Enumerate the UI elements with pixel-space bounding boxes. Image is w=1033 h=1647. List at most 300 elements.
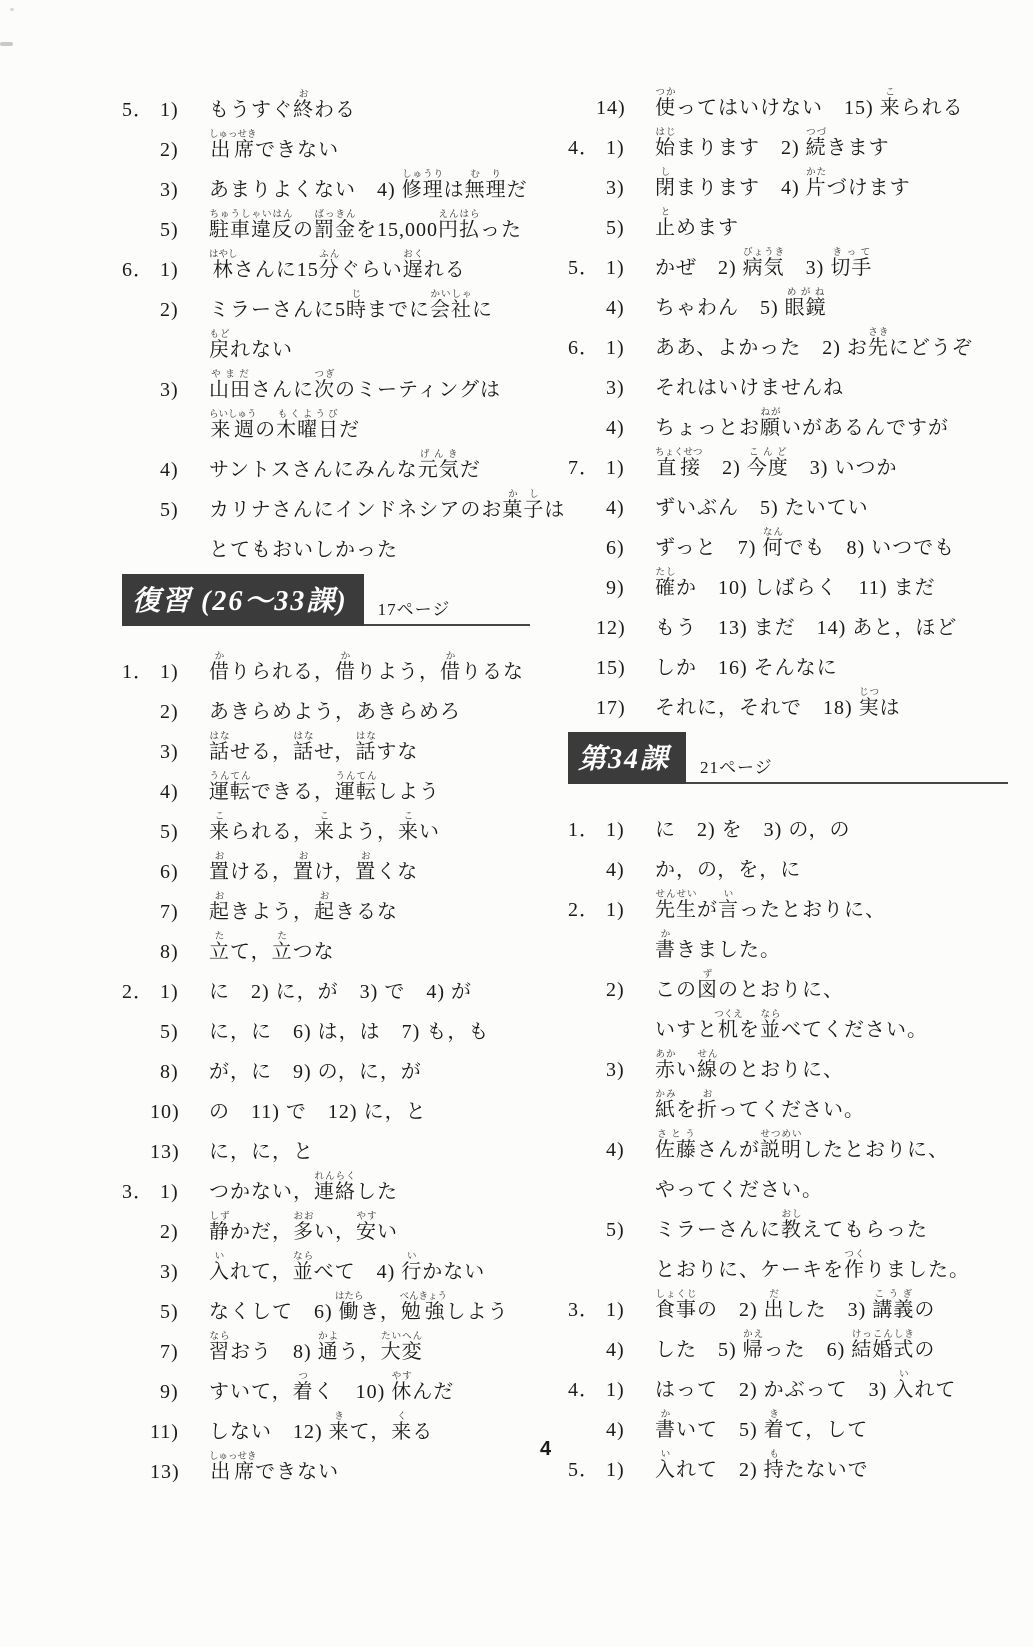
answer-text: サントスさんにみんな元気げんきだ — [209, 450, 481, 481]
question-group-number: 3． — [568, 1299, 600, 1321]
section-title: 復習 (26〜33課) — [122, 574, 364, 626]
section-header-lesson-34 — [568, 732, 1008, 784]
item-number: 1) — [606, 1459, 625, 1481]
answer-line — [568, 962, 1008, 1002]
section-header-rule — [686, 753, 1008, 784]
answer-text: いすと机つくえを並ならべてください。 — [655, 1010, 928, 1041]
answer-line — [568, 240, 1008, 280]
furigana-word: 立た — [271, 932, 293, 963]
furigana-word: 起お — [209, 892, 230, 923]
answer-text: この図ずのとおりに、 — [655, 970, 844, 1001]
item-number: 4) — [606, 497, 625, 519]
answer-text: ちょっとお願ねがいがあるんですが — [655, 408, 949, 439]
furigana-word: 書か — [655, 1410, 676, 1441]
answer-text: つかない，連絡れんらくした — [209, 1172, 398, 1203]
item-number: 3) — [606, 177, 625, 199]
answer-group-1 — [122, 644, 530, 964]
item-number: 4) — [160, 781, 179, 803]
furigana-word: 来こ — [398, 812, 419, 843]
answer-text: 山田やまださんに次つぎのミーティングは — [209, 370, 501, 401]
item-number: 5) — [160, 219, 179, 241]
item-number: 2) — [160, 139, 179, 161]
scan-artifact-dash — [0, 42, 13, 46]
answer-line — [122, 482, 566, 522]
answer-line — [568, 802, 1008, 842]
furigana-word: 働はたら — [334, 1292, 364, 1323]
furigana-word: 山田やまだ — [209, 370, 251, 401]
item-number: 1) — [160, 1181, 179, 1203]
answer-text: かぜ 2) 病気びょうき 3) 切手きって — [655, 248, 873, 279]
answer-text: しない 12) 来きて，来くる — [209, 1412, 434, 1443]
answer-line — [568, 320, 1008, 360]
furigana-word: 入い — [209, 1252, 230, 1283]
answer-line — [122, 1444, 530, 1484]
furigana-word: 食事しょくじ — [655, 1290, 697, 1321]
furigana-word: 入い — [893, 1370, 915, 1401]
answer-line — [568, 1442, 1008, 1482]
item-number: 6) — [606, 537, 625, 559]
item-number: 4) — [606, 1339, 625, 1361]
item-number: 1) — [606, 257, 625, 279]
answer-line — [568, 120, 1008, 160]
item-number: 12) — [596, 617, 626, 639]
answer-group-3-continued — [568, 80, 1008, 120]
answer-line — [122, 684, 530, 724]
answer-text: 駐車違反ちゅうしゃいはんの罰金ばっきんを15,000円払えんはらった — [209, 210, 522, 241]
item-number: 13) — [150, 1141, 180, 1163]
furigana-word: 説明せつめい — [760, 1130, 802, 1161]
answer-text: とてもおいしかった — [209, 539, 398, 561]
answer-group-5-l34 — [568, 1442, 1008, 1482]
item-number: 1) — [606, 819, 625, 841]
furigana-word: 駐車違反ちゅうしゃいはん — [209, 210, 293, 241]
furigana-word: 折お — [697, 1090, 718, 1121]
answer-text: 習ならおう 8) 通かよう，大変たいへん — [209, 1332, 423, 1363]
answer-text: した 5) 帰かえった 6) 結婚式けっこんしきの — [655, 1330, 936, 1361]
item-number: 6) — [160, 861, 179, 883]
answer-text: カリナさんにインドネシアのお菓子かしは — [209, 490, 566, 521]
item-number: 4) — [606, 859, 625, 881]
item-number: 1) — [606, 1299, 625, 1321]
furigana-word: 出席しゅっせき — [209, 1452, 257, 1483]
furigana-word: 話はな — [209, 732, 230, 763]
section-title: 第34課 — [568, 732, 686, 784]
item-number: 14) — [596, 97, 626, 119]
answer-text: 書かきました。 — [655, 930, 781, 961]
answer-text: もうすぐ終おわる — [209, 90, 356, 121]
question-group-number: 6． — [122, 259, 154, 281]
furigana-word: 止と — [655, 208, 676, 239]
question-group-number: 2． — [122, 981, 154, 1003]
furigana-word: 修理しゅうり — [401, 170, 444, 201]
answer-line — [568, 400, 1008, 440]
answer-line — [122, 1124, 530, 1164]
item-number: 4) — [606, 1419, 625, 1441]
answer-text: 食事しょくじの 2) 出だした 3) 講義こうぎの — [655, 1290, 936, 1321]
section-page-ref: 17ページ — [377, 600, 451, 619]
answer-line — [568, 680, 1008, 720]
furigana-word: 切手きって — [830, 248, 873, 279]
furigana-word: 出だ — [763, 1290, 785, 1321]
answer-line — [122, 1084, 530, 1124]
answer-line — [122, 202, 530, 242]
answer-text: に，に 6) は，は 7) も，も — [209, 1021, 490, 1043]
furigana-word: 閉し — [655, 168, 676, 199]
item-number: 4) — [606, 297, 625, 319]
furigana-word: 線せん — [697, 1050, 718, 1081]
furigana-word: 確たし — [655, 568, 676, 599]
answer-line — [122, 1164, 530, 1204]
answer-line — [122, 1324, 530, 1364]
furigana-word: 分ふん — [318, 250, 340, 281]
furigana-word: 借か — [209, 652, 230, 683]
answer-line — [568, 360, 1008, 400]
furigana-word: 置お — [209, 852, 230, 883]
furigana-word: 罰金ばっきん — [314, 210, 356, 241]
answer-line — [568, 1082, 1008, 1122]
item-number: 13) — [150, 1461, 180, 1483]
furigana-word: 借か — [335, 652, 356, 683]
section-header-review-26-33 — [122, 574, 530, 626]
question-group-number: 7． — [568, 457, 600, 479]
answer-text: 立たて，立たつな — [209, 932, 335, 963]
item-number: 5) — [160, 1021, 179, 1043]
answer-text: 運転うんてんできる，運転うんてんしよう — [209, 772, 440, 803]
furigana-word: 来こ — [879, 88, 901, 119]
question-group-number: 5． — [568, 257, 600, 279]
item-number: 9) — [606, 577, 625, 599]
question-group-number: 4． — [568, 137, 600, 159]
furigana-word: 今度こんど — [746, 448, 789, 479]
item-number: 3) — [160, 1261, 179, 1283]
answer-line — [122, 1284, 530, 1324]
furigana-word: 着き — [763, 1410, 785, 1441]
section-page-ref: 21ページ — [700, 758, 773, 777]
answer-line — [122, 964, 530, 1004]
answer-text: に 2) を 3) の，の — [655, 819, 851, 841]
question-group-number: 1． — [122, 661, 154, 683]
answer-text: 置おける，置おけ，置おくな — [209, 852, 419, 883]
furigana-word: 何なん — [762, 528, 784, 559]
answer-text: しか 16) そんなに — [655, 657, 838, 679]
answer-group-7 — [568, 440, 1008, 720]
furigana-word: 話はな — [293, 732, 314, 763]
furigana-word: 来く — [391, 1412, 413, 1443]
furigana-word: 並なら — [292, 1252, 314, 1283]
item-number: 5) — [160, 1301, 179, 1323]
item-number: 7) — [160, 1341, 179, 1363]
answer-line — [122, 162, 530, 202]
item-number: 4) — [160, 459, 179, 481]
answer-line — [568, 600, 1008, 640]
furigana-word: 習なら — [209, 1332, 230, 1363]
answer-text: ミラーさんに5時じまでに会社かいしゃに — [209, 290, 493, 321]
furigana-word: 菓子かし — [502, 490, 545, 521]
answer-line — [568, 1362, 1008, 1402]
furigana-word: 静しず — [209, 1212, 230, 1243]
answer-line — [122, 804, 530, 844]
answer-line — [568, 480, 1008, 520]
answer-line — [122, 442, 530, 482]
answer-text: が，に 9) の，に，が — [209, 1061, 422, 1083]
furigana-word: 来こ — [209, 812, 230, 843]
answer-text: 借かりられる，借かりよう，借かりるな — [209, 652, 524, 683]
answer-line — [568, 1002, 1008, 1042]
answer-text: 来週らいしゅうの木曜日もくようびだ — [209, 410, 361, 441]
right-column — [568, 80, 1008, 1482]
answer-line — [122, 82, 530, 122]
furigana-word: 佐藤さとう — [655, 1130, 697, 1161]
answer-line — [122, 644, 530, 684]
answer-text: 使つかってはいけない 15) 来こられる — [655, 88, 964, 119]
answer-group-5 — [122, 82, 530, 242]
item-number: 1) — [606, 1379, 625, 1401]
furigana-word: 遅おく — [402, 250, 424, 281]
answer-line — [568, 640, 1008, 680]
answer-line — [122, 362, 530, 402]
answer-text: なくして 6) 働はたらき，勉強べんきょうしよう — [209, 1292, 509, 1323]
furigana-word: 出席しゅっせき — [209, 130, 257, 161]
answer-line — [122, 1004, 530, 1044]
answer-text: の 11) で 12) に，と — [209, 1101, 427, 1123]
furigana-word: 終お — [293, 90, 314, 121]
scan-artifact-dot — [10, 8, 14, 11]
answer-group-1-l34 — [568, 802, 1008, 882]
furigana-word: 来き — [328, 1412, 350, 1443]
answer-line — [568, 1162, 1008, 1202]
answer-text: それに，それで 18) 実じつは — [655, 688, 901, 719]
answer-line — [568, 520, 1008, 560]
answer-line — [122, 1244, 530, 1284]
question-group-number: 6． — [568, 337, 600, 359]
furigana-word: 言い — [718, 890, 739, 921]
item-number: 2) — [160, 1221, 179, 1243]
item-number: 5) — [606, 1219, 625, 1241]
furigana-word: 書か — [655, 930, 676, 961]
item-number: 5) — [160, 499, 179, 521]
answer-text: はって 2) かぶって 3) 入いれて — [655, 1370, 957, 1401]
answer-text: 話はなせる，話はなせ，話はなすな — [209, 732, 419, 763]
left-column — [122, 82, 566, 1484]
item-number: 5) — [160, 821, 179, 843]
furigana-word: 続つづ — [805, 128, 827, 159]
item-number: 9) — [160, 1381, 179, 1403]
answer-text: に，に，と — [209, 1141, 314, 1163]
furigana-word: 病気びょうき — [742, 248, 785, 279]
answer-line — [568, 842, 1008, 882]
answer-line — [568, 1042, 1008, 1082]
furigana-word: 願ねが — [760, 408, 781, 439]
answer-line — [568, 200, 1008, 240]
item-number: 17) — [596, 697, 626, 719]
furigana-word: 始はじ — [655, 128, 676, 159]
furigana-word: 持も — [763, 1450, 785, 1481]
answer-line — [122, 724, 530, 764]
answer-group-3 — [122, 1164, 530, 1484]
furigana-word: 結婚式けっこんしき — [851, 1330, 915, 1361]
furigana-word: 無理むり — [464, 170, 507, 201]
answer-line — [568, 80, 1008, 120]
item-number: 11) — [150, 1421, 179, 1443]
answer-text: ミラーさんに教おしえてもらった — [655, 1210, 928, 1241]
furigana-word: 来週らいしゅう — [209, 410, 257, 441]
answer-line — [568, 922, 1008, 962]
furigana-word: 休やす — [391, 1372, 413, 1403]
answer-text: 戻もどれない — [209, 330, 293, 361]
answer-text: 林はやしさんに15分ふんぐらい遅おくれる — [209, 250, 466, 281]
furigana-word: 運転うんてん — [209, 772, 251, 803]
answer-line — [568, 440, 1008, 480]
answer-text: に 2) に，が 3) で 4) が — [209, 981, 472, 1003]
answer-line — [122, 884, 530, 924]
furigana-word: 起お — [314, 892, 335, 923]
section-header-rule — [364, 595, 530, 626]
answer-text: 入いれて，並ならべて 4) 行いかない — [209, 1252, 486, 1283]
furigana-word: 木曜日もくようび — [276, 410, 340, 441]
item-number: 1) — [160, 99, 179, 121]
question-group-number: 4． — [568, 1379, 600, 1401]
furigana-word: 紙かみ — [655, 1090, 676, 1121]
answer-text: 起おきよう，起おきるな — [209, 892, 398, 923]
answer-line — [122, 1404, 530, 1444]
answer-text: ずっと 7) 何なんでも 8) いつでも — [655, 528, 956, 559]
item-number: 1) — [160, 981, 179, 1003]
answer-line — [568, 280, 1008, 320]
furigana-word: 先生せんせい — [655, 890, 697, 921]
furigana-word: 連絡れんらく — [314, 1172, 356, 1203]
answer-line — [568, 1242, 1008, 1282]
answer-text: 入いれて 2) 持もたないで — [655, 1450, 869, 1481]
item-number: 2) — [160, 701, 179, 723]
answer-line — [122, 1204, 530, 1244]
answer-text: やってください。 — [655, 1179, 823, 1201]
answer-text: ずいぶん 5) たいてい — [655, 497, 869, 519]
answer-text: 来こられる，来こよう，来こい — [209, 812, 440, 843]
answer-text: 紙かみを折おってください。 — [655, 1090, 865, 1121]
furigana-word: 眼鏡めがね — [784, 288, 827, 319]
question-group-number: 2． — [568, 899, 600, 921]
answer-text: 佐藤さとうさんが説明せつめいしたとおりに、 — [655, 1130, 949, 1161]
page-number: 4 — [540, 1438, 552, 1460]
answer-line — [568, 1122, 1008, 1162]
furigana-word: 直接ちょくせつ — [655, 448, 703, 479]
furigana-word: 教おし — [781, 1210, 802, 1241]
item-number: 1) — [606, 137, 625, 159]
item-number: 2) — [606, 979, 625, 1001]
answer-text: ちゃわん 5) 眼鏡めがね — [655, 288, 827, 319]
item-number: 7) — [160, 901, 179, 923]
furigana-word: 講義こうぎ — [872, 1290, 915, 1321]
item-number: 1) — [606, 457, 625, 479]
furigana-word: 大変たいへん — [380, 1332, 423, 1363]
answer-text: 閉しまります 4) 片かたづけます — [655, 168, 911, 199]
item-number: 15) — [596, 657, 626, 679]
answer-line — [568, 1202, 1008, 1242]
answer-text: 赤あかい線せんのとおりに、 — [655, 1050, 844, 1081]
furigana-word: 次つぎ — [314, 370, 335, 401]
answer-line — [568, 1282, 1008, 1322]
item-number: 1) — [160, 661, 179, 683]
furigana-word: 使つか — [655, 88, 676, 119]
question-group-number: 5． — [122, 99, 154, 121]
furigana-word: 円払えんはら — [438, 210, 480, 241]
furigana-word: 帰かえ — [742, 1330, 764, 1361]
answer-group-3-l34 — [568, 1282, 1008, 1362]
furigana-word: 片かた — [805, 168, 827, 199]
answer-group-4-l34 — [568, 1362, 1008, 1442]
answer-line — [122, 322, 530, 362]
answer-text: ああ、よかった 2) お先さきにどうぞ — [655, 328, 973, 359]
answer-text: か，の，を，に — [655, 859, 802, 881]
question-group-number: 3． — [122, 1181, 154, 1203]
answer-text: それはいけませんね — [655, 377, 844, 399]
furigana-word: 先さき — [867, 328, 889, 359]
answer-line — [568, 1322, 1008, 1362]
answer-line — [122, 764, 530, 804]
answer-line — [568, 1402, 1008, 1442]
answer-line — [122, 924, 530, 964]
answer-line — [122, 402, 530, 442]
answer-group-5-right — [568, 240, 1008, 320]
furigana-word: 林はやし — [209, 250, 238, 281]
furigana-word: 元気げんき — [417, 450, 460, 481]
answer-line — [568, 560, 1008, 600]
answer-group-2 — [122, 964, 530, 1164]
item-number: 8) — [160, 941, 179, 963]
furigana-word: 時じ — [346, 290, 367, 321]
item-number: 8) — [160, 1061, 179, 1083]
answer-text: 止とめます — [655, 208, 739, 239]
answer-text: 出席しゅっせきできない — [209, 1452, 340, 1483]
item-number: 1) — [160, 259, 179, 281]
item-number: 3) — [606, 1059, 625, 1081]
answer-text: 確たしか 10) しばらく 11) まだ — [655, 568, 936, 599]
item-number: 3) — [606, 377, 625, 399]
item-number: 1) — [606, 337, 625, 359]
answer-group-6-right — [568, 320, 1008, 440]
answer-line — [122, 282, 530, 322]
question-group-number: 1． — [568, 819, 600, 841]
item-number: 10) — [150, 1101, 180, 1123]
answer-text: 直接ちょくせつ 2) 今度こんど 3) いつか — [655, 448, 898, 479]
furigana-word: 通かよ — [317, 1332, 339, 1363]
furigana-word: 来こ — [314, 812, 335, 843]
answer-text: とおりに、ケーキを作つくりました。 — [655, 1250, 970, 1281]
answer-line — [122, 844, 530, 884]
answer-text: あまりよくない 4) 修理しゅうりは無理むりだ — [209, 170, 528, 201]
furigana-word: 多おお — [293, 1212, 314, 1243]
answer-text: もう 13) まだ 14) あと，ほど — [655, 617, 958, 639]
answer-line — [568, 882, 1008, 922]
furigana-word: 借か — [440, 652, 461, 683]
answer-line — [122, 122, 530, 162]
answer-text: すいて，着つく 10) 休やすんだ — [209, 1372, 455, 1403]
furigana-word: 置お — [293, 852, 314, 883]
answer-text: 先生せんせいが言いったとおりに、 — [655, 890, 886, 921]
item-number: 5) — [606, 217, 625, 239]
item-number: 1) — [606, 899, 625, 921]
item-number: 3) — [160, 741, 179, 763]
answer-line — [122, 242, 530, 282]
answer-text: 始はじまります 2) 続つづきます — [655, 128, 890, 159]
item-number: 4) — [606, 1139, 625, 1161]
item-number: 3) — [160, 179, 179, 201]
item-number: 4) — [606, 417, 625, 439]
furigana-word: 着つ — [292, 1372, 314, 1403]
furigana-word: 運転うんてん — [335, 772, 377, 803]
furigana-word: 並なら — [760, 1010, 781, 1041]
furigana-word: 置お — [355, 852, 377, 883]
